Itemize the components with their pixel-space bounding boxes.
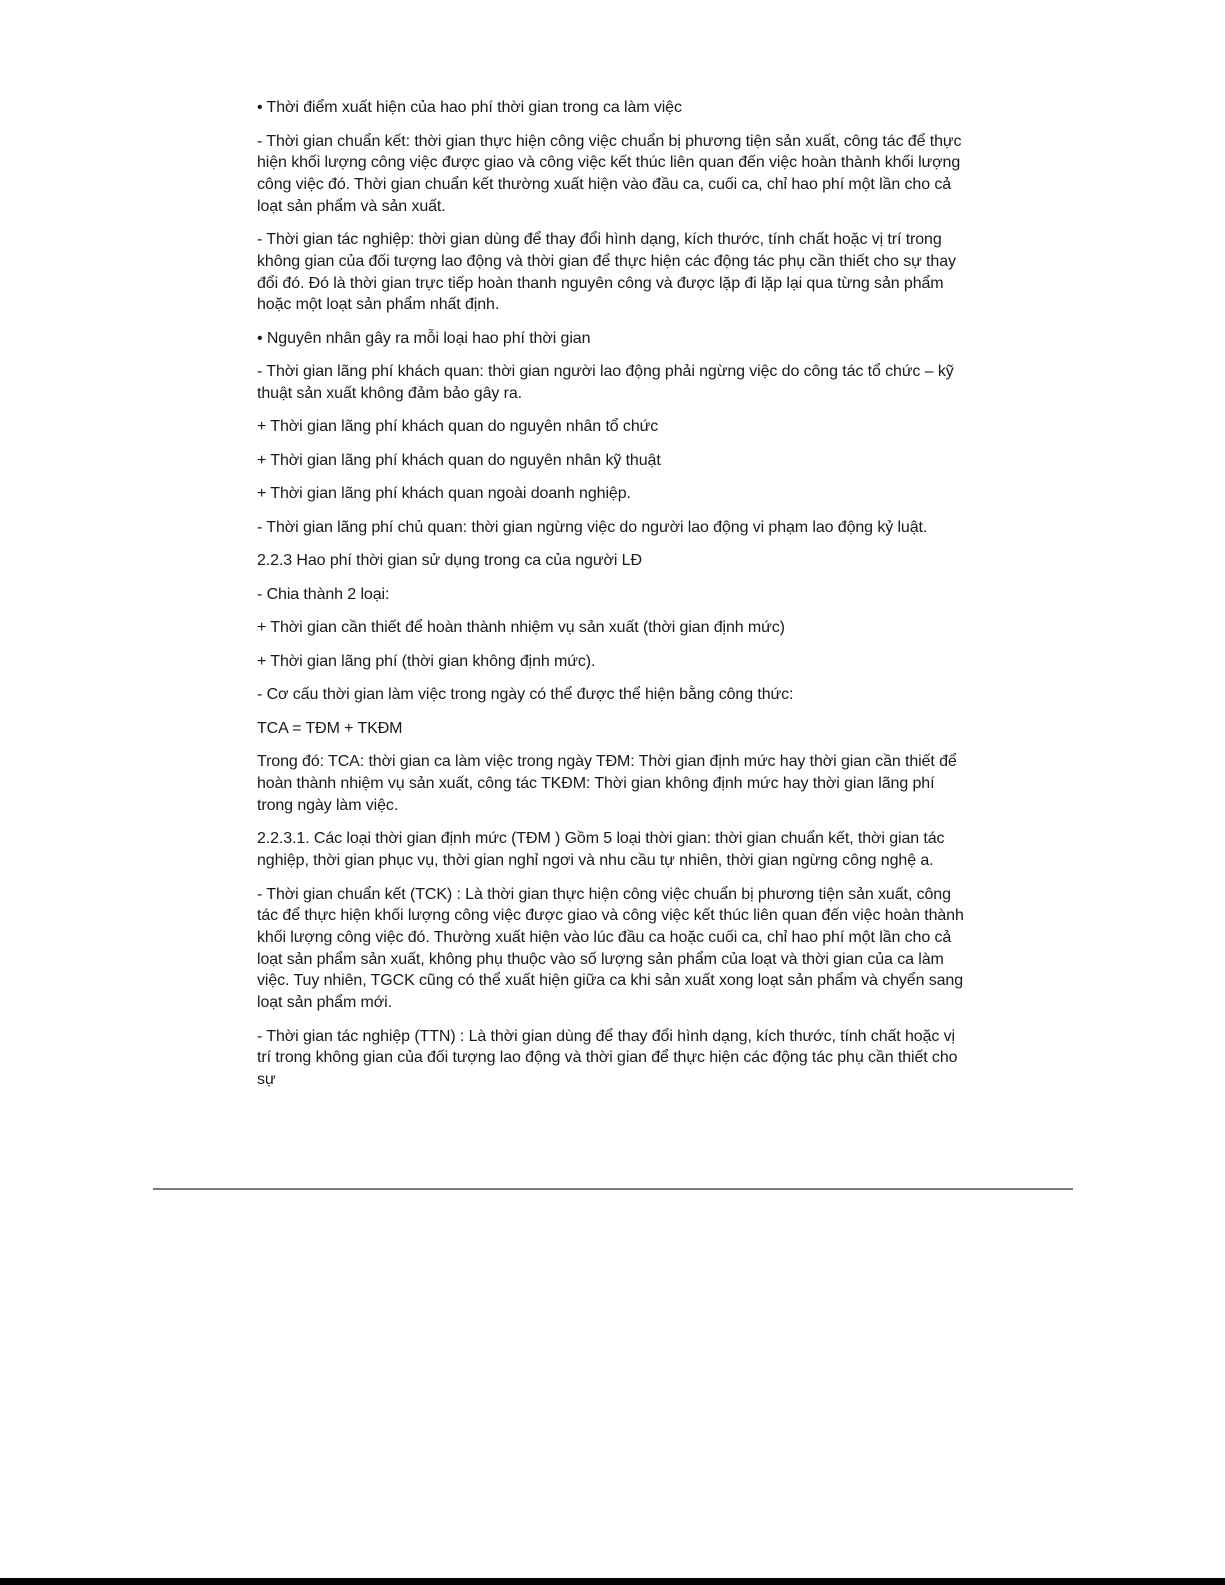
doc-paragraph: + Thời gian lãng phí khách quan do nguyên nhân kỹ thuật <box>257 451 661 469</box>
document-text-block <box>257 97 965 1102</box>
doc-paragraph: - Chia thành 2 loại: <box>257 585 390 603</box>
doc-paragraph: - Thời gian tác nghiệp: thời gian dùng để thay đổi hình dạng, kích thước, tính chất hoặc vị trí trong không gian của đối tượng lao động và thời gian để thực hiện các động tác phụ cần thiết cho sự thay đổi đó. Đó là thời gian trực tiếp hoàn thanh nguyên công và được lặp đi lặp lại qua từng sản phẩm hoặc một loạt sản phẩm nhất định. <box>257 231 956 314</box>
doc-paragraph: - Thời gian chuẩn kết (TCK) : Là thời gian thực hiện công việc chuẩn bị phương tiện sản xuất, công tác để thực hiện khối lượng công việc được giao và công việc kết thúc liên quan đến việc hoàn thành khối lượng công việc đó. Thường xuất hiện vào lúc đầu ca hoặc cuối ca, chỉ hao phí một lần cho cả loạt sản phẩm sản xuất, không phụ thuộc vào số lượng sản phẩm của loạt và thời gian của ca làm việc. Tuy nhiên, TGCK cũng có thể xuất hiện giữa ca khi sản xuất xong loạt sản phẩm và chyển sang loạt sản phẩm mới. <box>257 885 964 1012</box>
doc-paragraph: - Thời gian lãng phí khách quan: thời gian người lao động phải ngừng việc do công tác tổ chức – kỹ thuật sản xuất không đảm bảo gây ra. <box>257 363 954 402</box>
doc-section-heading: 2.2.3.1. Các loại thời gian định mức (TĐM ) Gồm 5 loại thời gian: thời gian chuẩn kết, thời gian tác nghiệp, thời gian phục vụ, thời gian nghỉ ngơi và nhu cầu tự nhiên, thời gian ngừng công nghệ a. <box>257 830 945 870</box>
doc-section-heading: 2.2.3 Hao phí thời gian sử dụng trong ca của người LĐ <box>257 552 642 570</box>
doc-paragraph: • Nguyên nhân gây ra mỗi loại hao phí thời gian <box>257 329 591 347</box>
doc-formula: TCA = TĐM + TKĐM <box>257 719 403 737</box>
doc-paragraph: • Thời điểm xuất hiện của hao phí thời gian trong ca làm việc <box>257 99 682 116</box>
doc-paragraph: - Thời gian lãng phí chủ quan: thời gian ngừng việc do người lao động vi phạm lao động kỷ luật. <box>257 518 928 536</box>
page-divider-line <box>153 1188 1073 1190</box>
bottom-edge-bar <box>0 1578 1225 1585</box>
doc-paragraph: + Thời gian lãng phí (thời gian không định mức). <box>257 652 596 670</box>
doc-paragraph: + Thời gian cần thiết để hoàn thành nhiệm vụ sản xuất (thời gian định mức) <box>257 619 785 637</box>
doc-paragraph: - Thời gian chuẩn kết: thời gian thực hiện công việc chuẩn bị phương tiện sản xuất, công tác để thực hiện khối lượng công việc được giao và công việc kết thúc liên quan đến việc hoàn thành khối lượng công việc đó. Thời gian chuẩn kết thường xuất hiện vào đầu ca, cuối ca, chỉ hao phí một lần cho cả loạt sản phẩm và sản xuất. <box>257 132 962 215</box>
doc-paragraph: + Thời gian lãng phí khách quan ngoài doanh nghiệp. <box>257 485 631 503</box>
doc-paragraph: - Cơ cấu thời gian làm việc trong ngày có thể được thể hiện bằng công thức: <box>257 686 794 704</box>
doc-paragraph: Trong đó: TCA: thời gian ca làm việc trong ngày TĐM: Thời gian định mức hay thời gian cần thiết để hoàn thành nhiệm vụ sản xuất, công tác TKĐM: Thời gian không định mức hay thời gian lãng phí trong ngày làm việc. <box>257 753 957 814</box>
doc-paragraph: - Thời gian tác nghiệp (TTN) : Là thời gian dùng để thay đổi hình dạng, kích thước, tính chất hoặc vị trí trong không gian của đối tượng lao động và thời gian để thực hiện các động tác phụ cần thiết cho sự <box>257 1027 958 1088</box>
doc-paragraph: + Thời gian lãng phí khách quan do nguyên nhân tổ chức <box>257 418 659 436</box>
